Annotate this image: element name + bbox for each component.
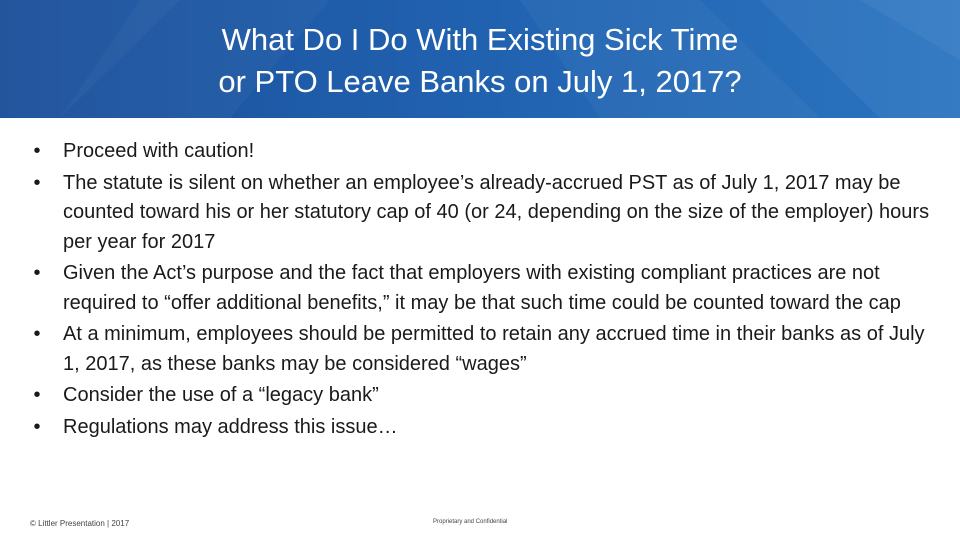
bullet-text: At a minimum, employees should be permitted to retain any accrued time in their banks as of July 1, 2017, as these banks may be considered “wages”: [63, 323, 925, 375]
footer-confidential: Proprietary and Confidential: [433, 519, 508, 525]
bullet-item: [30, 137, 935, 167]
bullet-text: Regulations may address this issue…: [63, 415, 398, 438]
footer-copyright: © Littler Presentation | 2017: [30, 519, 130, 528]
slide-title-line-1: What Do I Do With Existing Sick Time: [221, 22, 739, 57]
bullet-marker: •: [33, 171, 41, 194]
bullet-text: Proceed with caution!: [63, 140, 255, 162]
bullet-text: The statute is silent on whether an employee’s already-accrued PST as of July 1, 2017 may be counted toward his or her statutory cap of 40 (or 24, depending on the size of the employer) hours per year for 2017: [63, 171, 930, 253]
bullet-marker: •: [33, 384, 41, 406]
title-banner: [0, 0, 960, 118]
bullet-marker: •: [33, 323, 41, 345]
bullet-marker: •: [33, 415, 41, 438]
bullet-item: [30, 169, 935, 258]
bullet-marker: •: [33, 262, 41, 284]
bullet-text: Given the Act’s purpose and the fact that employers with existing compliant practices are not required to “offer additional benefits,” it may be that such time could be counted toward the cap: [63, 262, 901, 314]
slide-title: [0, 19, 960, 103]
slide-title-line-2: or PTO Leave Banks on July 1, 2017?: [218, 64, 742, 99]
bullet-marker: •: [33, 140, 41, 162]
bullet-item: [30, 259, 935, 318]
bullet-item: [30, 381, 935, 411]
bullet-item: [30, 320, 935, 379]
bullet-item: [30, 413, 935, 443]
bullet-list: [30, 137, 935, 444]
bullet-text: Consider the use of a “legacy bank”: [63, 384, 379, 406]
